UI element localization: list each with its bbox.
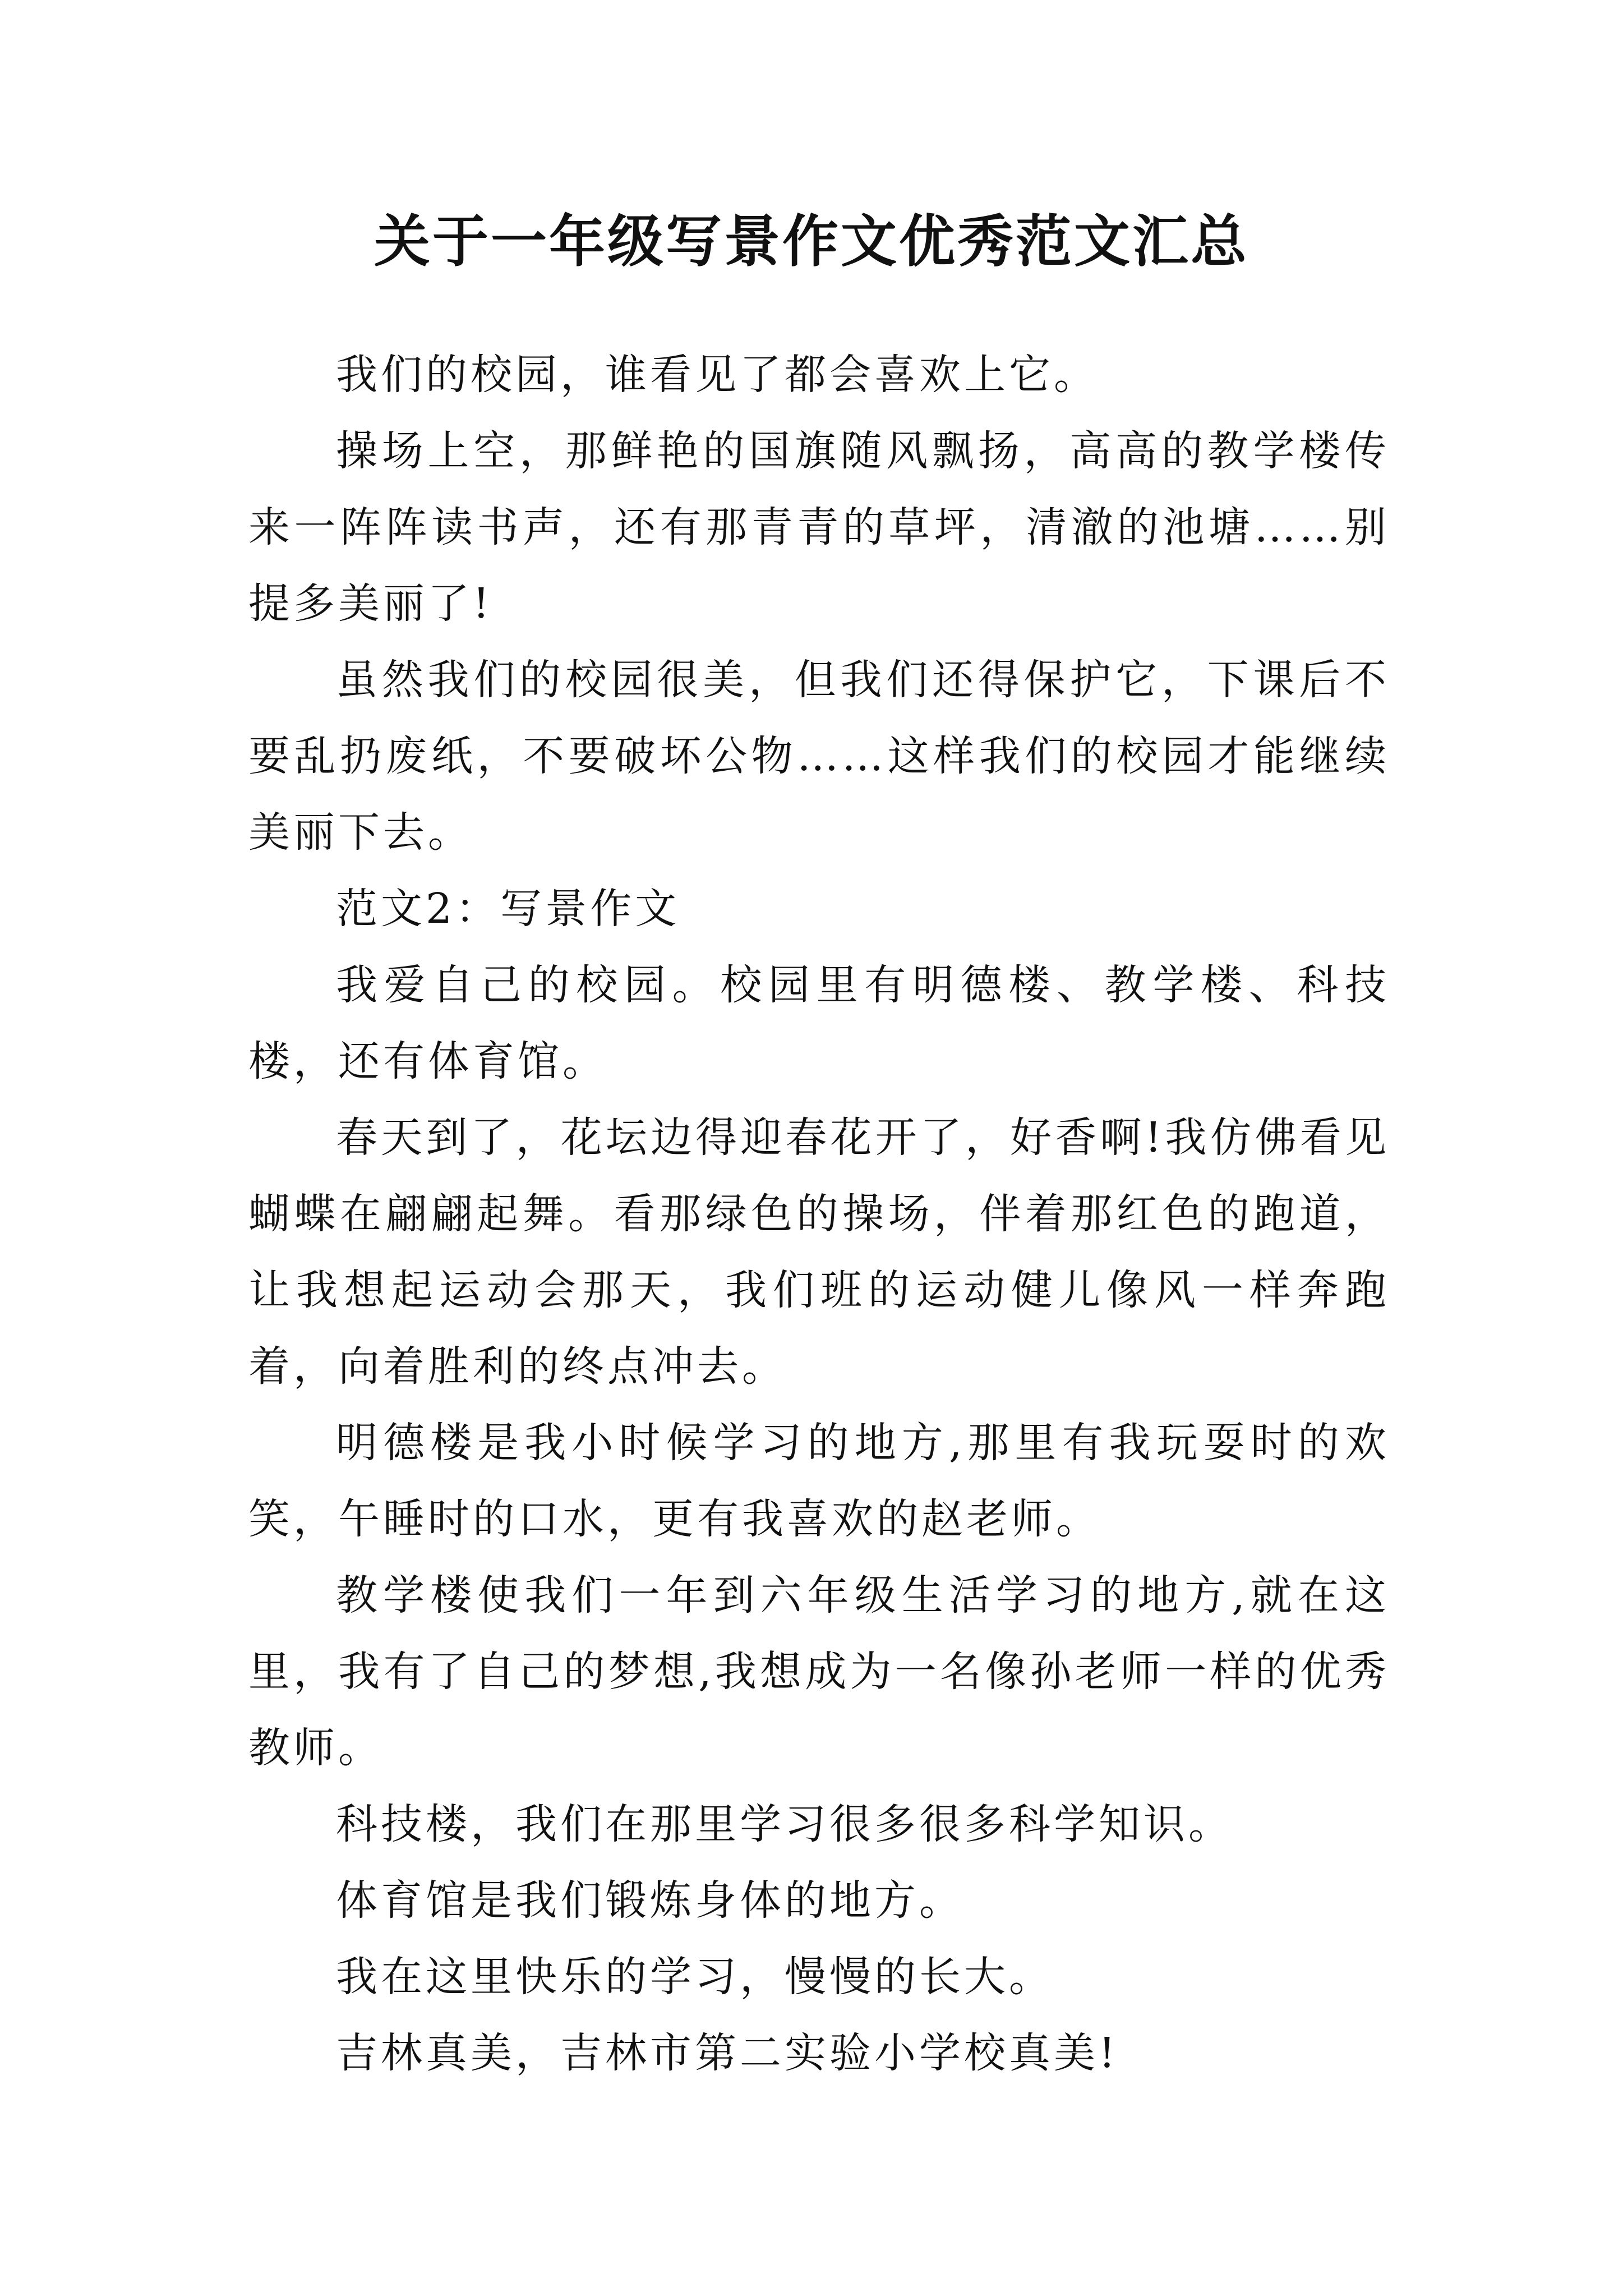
paragraph: 我在这里快乐的学习，慢慢的长大。 [336,1953,1054,2001]
paragraph: 吉林真美，吉林市第二实验小学校真美! [336,2029,1119,2077]
paragraph: 我们的校园，谁看见了都会喜欢上它。 [336,351,1099,399]
paragraph: 科技楼，我们在那里学习很多很多科学知识。 [336,1800,1233,1848]
paragraph: 操场上空，那鲜艳的国旗随风飘扬，高高的教学楼传来一阵阵读书声，还有那青青的草坪，清澈的池塘……别提多美丽了! [248,427,1390,628]
paragraph: 春天到了，花坛边得迎春花开了，好香啊!我仿佛看见蝴蝶在翩翩起舞。看那绿色的操场，伴着那红色的跑道，让我想起运动会那天，我们班的运动健儿像风一样奔跑着，向着胜利的终点冲去。 [248,1114,1390,1391]
paragraph: 虽然我们的校园很美，但我们还得保护它，下课后不要乱扔废纸，不要破坏公物……这样我们的校园才能继续美丽下去。 [248,656,1390,857]
section-heading: 范文2：写景作文 [336,885,680,933]
paragraph: 我爱自己的校园。校园里有明德楼、教学楼、科技楼，还有体育馆。 [248,961,1390,1085]
document-title: 关于一年级写景作文优秀范文汇总 [374,208,1249,274]
document-body [248,337,1390,2091]
paragraph: 明德楼是我小时候学习的地方,那里有我玩耍时的欢笑，午睡时的口水，更有我喜欢的赵老师。 [248,1419,1390,1543]
paragraph: 体育馆是我们锻炼身体的地方。 [336,1876,964,1925]
paragraph: 教学楼使我们一年到六年级生活学习的地方,就在这里，我有了自己的梦想,我想成为一名像孙老师一样的优秀教师。 [248,1571,1390,1772]
